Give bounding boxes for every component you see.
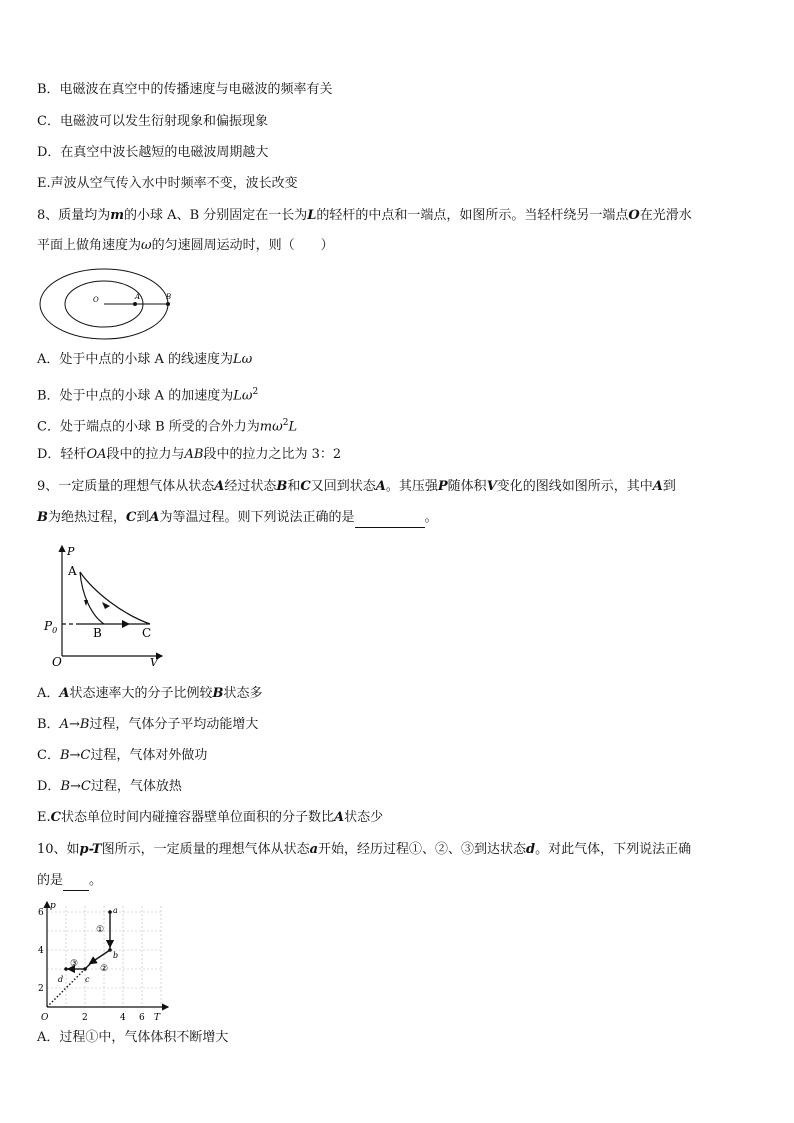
q7-option-c: C．电磁波可以发生衍射现象和偏振现象 <box>37 114 268 129</box>
q7-option-e: E.声波从空气传入水中时频率不变，波长改变 <box>37 176 298 191</box>
state-d <box>64 967 68 971</box>
label-a: A <box>68 564 77 578</box>
q9-pv-figure <box>38 540 168 670</box>
q8-option-b: B．处于中点的小球 A 的加速度为$L\omega^2$ <box>37 387 259 404</box>
q8-option-d: D．轻杆OA段中的拉力与AB段中的拉力之比为 3：2 <box>37 447 342 462</box>
label-b: b <box>113 951 119 960</box>
q10-stem-line2: 的是 。 <box>37 871 102 891</box>
tick-x2: 2 <box>82 1013 88 1023</box>
label-p: P <box>67 545 75 558</box>
q8-figure <box>38 268 178 342</box>
label-a: a <box>113 906 118 915</box>
state-c <box>83 967 87 971</box>
curve-c-a <box>80 572 150 624</box>
label-o: O <box>52 655 62 669</box>
q7-option-b: B．电磁波在真空中的传播速度与电磁波的频率有关 <box>37 82 333 97</box>
label-d: d <box>58 975 64 984</box>
q10-pt-figure <box>30 900 170 1026</box>
answer-blank[interactable] <box>355 513 425 528</box>
tick-y4: 4 <box>38 946 44 956</box>
q8-stem-line2: 平面上做角速度为ω的匀速圆周运动时，则（ ） <box>37 238 334 253</box>
label-b: B <box>166 293 172 301</box>
tick-x6: 6 <box>139 1013 145 1023</box>
q9-option-d: D．B→C过程，气体放热 <box>37 779 182 794</box>
label-a: A <box>135 293 141 301</box>
label-process-1: ① <box>96 925 105 935</box>
q8-option-a: A．处于中点的小球 A 的线速度为Lω <box>37 352 253 367</box>
label-p: p <box>50 901 56 911</box>
q10-stem-line1: 10、如p-T图所示，一定质量的理想气体从状态a开始，经历过程①、②、③到达状态d。对此气体，下列说法正确 <box>37 842 692 857</box>
q9-stem-line2: B为绝热过程，C到A为等温过程。则下列说法正确的是 。 <box>37 508 438 528</box>
q10-option-a: A．过程①中，气体体积不断增大 <box>37 1030 229 1045</box>
arrow-ca <box>102 602 110 609</box>
q9-option-c: C．B→C过程，气体对外做功 <box>37 748 208 763</box>
label-v: V <box>150 656 158 669</box>
state-b <box>108 948 112 952</box>
ball-b <box>166 302 170 306</box>
q9-option-b: B．A→B过程，气体分子平均动能增大 <box>37 717 259 732</box>
process-2 <box>92 950 110 962</box>
grid <box>47 906 161 1007</box>
tick-y6: 6 <box>38 908 44 918</box>
label-o: O <box>41 1013 49 1023</box>
tick-y2: 2 <box>38 984 44 994</box>
label-t: T <box>154 1013 161 1023</box>
ball-a <box>133 302 137 306</box>
label-process-2: ② <box>100 964 109 974</box>
arrow-bc <box>122 620 130 628</box>
q8-stem-line1: 8、质量均为m的小球 A、B 分别固定在一长为L的轻杆的中点和一端点，如图所示。当轻杆绕另一端点O在光滑水 <box>37 208 692 223</box>
label-o: O <box>93 296 99 304</box>
q9-option-e: E.C状态单位时间内碰撞容器壁单位面积的分子数比A状态少 <box>37 810 384 825</box>
label-p0: $P_0$ <box>44 619 58 635</box>
label-c: C <box>142 626 152 640</box>
q9-option-a: A．A状态速率大的分子比例较B状态多 <box>37 686 263 701</box>
label-process-3: ③ <box>70 959 79 969</box>
q7-option-d: D．在真空中波长越短的电磁波周期越大 <box>37 145 269 160</box>
state-a <box>108 910 112 914</box>
curve-a-b <box>80 572 104 624</box>
label-b: B <box>93 626 102 640</box>
label-c: c <box>85 975 90 984</box>
q9-stem-line1: 9、一定质量的理想气体从状态A经过状态B和C又回到状态A。其压强P随体积V变化的图线如图所示，其中A到 <box>37 479 676 494</box>
tick-x4: 4 <box>120 1013 126 1023</box>
q8-option-c: C．处于端点的小球 B 所受的合外力为$m\omega^2L$ <box>37 418 298 435</box>
answer-blank[interactable] <box>63 876 89 891</box>
